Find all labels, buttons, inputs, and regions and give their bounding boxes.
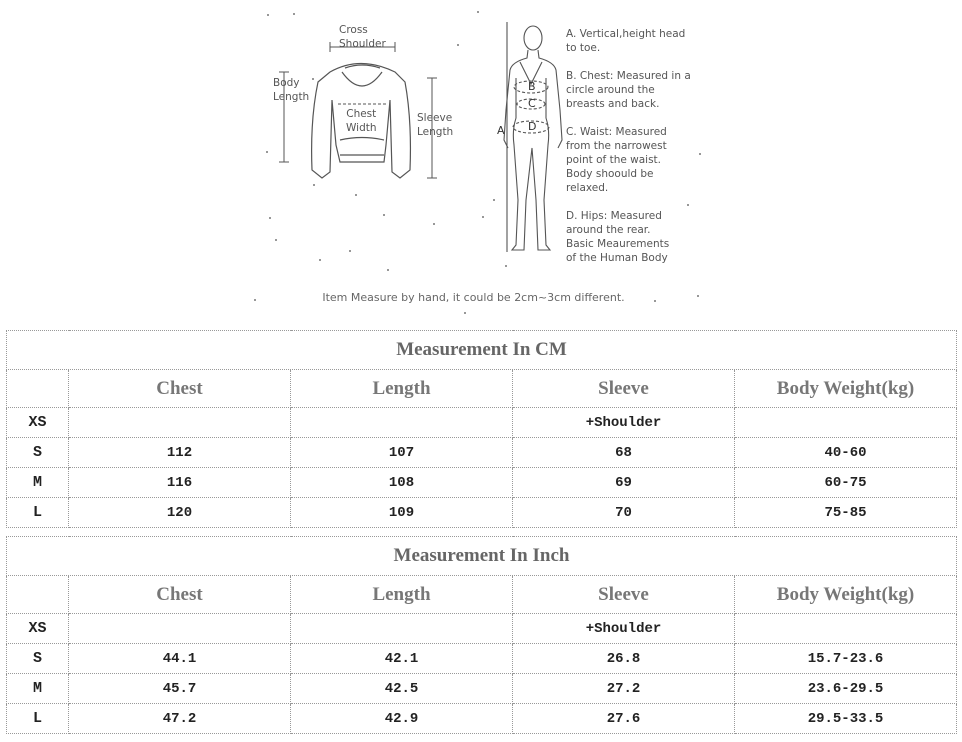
- header-chest: Chest: [69, 576, 291, 614]
- sleeve-cell: +Shoulder: [513, 614, 735, 644]
- table-row: [7, 644, 957, 674]
- sleeve-cell: 27.2: [513, 674, 735, 704]
- length-cell: 42.5: [291, 674, 513, 704]
- chest-cell: 120: [69, 498, 291, 528]
- measurement-diagram: [0, 0, 962, 325]
- weight-cell: 60-75: [735, 468, 957, 498]
- length-cell: 42.9: [291, 704, 513, 734]
- chest-cell: [69, 408, 291, 438]
- letter-c: C: [528, 97, 536, 110]
- length-cell: 109: [291, 498, 513, 528]
- sleeve-length-label: Sleeve Length: [417, 112, 454, 138]
- header-body-weight: Body Weight(kg): [735, 576, 957, 614]
- header-size: [7, 576, 69, 614]
- letter-d: D: [528, 120, 537, 133]
- cm-table-title: Measurement In CM: [7, 331, 957, 370]
- length-cell: [291, 614, 513, 644]
- note-c: C. Waist: Measured from the narrowest point of the waist. Body shoould be relaxed.: [566, 126, 667, 194]
- cm-header-row: [7, 370, 957, 408]
- measurement-notes: [566, 27, 716, 279]
- length-cell: 107: [291, 438, 513, 468]
- sleeve-cell: 70: [513, 498, 735, 528]
- cross-shoulder-label: Cross Shoulder: [339, 24, 386, 50]
- length-cell: 42.1: [291, 644, 513, 674]
- length-cell: 108: [291, 468, 513, 498]
- table-row: [7, 408, 957, 438]
- header-length: Length: [291, 576, 513, 614]
- size-cell: M: [7, 674, 69, 704]
- chest-cell: 112: [69, 438, 291, 468]
- weight-cell: [735, 408, 957, 438]
- table-row: [7, 674, 957, 704]
- letter-b: B: [528, 80, 536, 93]
- inch-header-row: [7, 576, 957, 614]
- header-size: [7, 370, 69, 408]
- diagram-drawing: [0, 0, 962, 325]
- sleeve-cell: +Shoulder: [513, 408, 735, 438]
- chest-cell: [69, 614, 291, 644]
- inch-table-title: Measurement In Inch: [7, 537, 957, 576]
- size-cell: S: [7, 438, 69, 468]
- weight-cell: 23.6-29.5: [735, 674, 957, 704]
- letter-a: A: [497, 124, 505, 137]
- sleeve-cell: 26.8: [513, 644, 735, 674]
- header-sleeve: Sleeve: [513, 370, 735, 408]
- sleeve-cell: 27.6: [513, 704, 735, 734]
- size-cell: S: [7, 644, 69, 674]
- chest-cell: 44.1: [69, 644, 291, 674]
- length-cell: [291, 408, 513, 438]
- table-row: [7, 614, 957, 644]
- note-b: B. Chest: Measured in a circle around the breasts and back.: [566, 70, 691, 110]
- size-cell: XS: [7, 408, 69, 438]
- chest-cell: 45.7: [69, 674, 291, 704]
- weight-cell: 15.7-23.6: [735, 644, 957, 674]
- sleeve-cell: 69: [513, 468, 735, 498]
- chest-cell: 116: [69, 468, 291, 498]
- header-body-weight: Body Weight(kg): [735, 370, 957, 408]
- cm-size-table: [6, 330, 957, 528]
- weight-cell: [735, 614, 957, 644]
- body-figure-sketch: [504, 22, 562, 252]
- weight-cell: 75-85: [735, 498, 957, 528]
- chest-cell: 47.2: [69, 704, 291, 734]
- header-sleeve: Sleeve: [513, 576, 735, 614]
- body-length-label: Body Length: [273, 77, 310, 103]
- note-a: A. Vertical,height head to toe.: [566, 28, 686, 54]
- size-cell: L: [7, 498, 69, 528]
- table-row: [7, 468, 957, 498]
- table-row: [7, 498, 957, 528]
- table-row: [7, 438, 957, 468]
- note-d: D. Hips: Measured around the rear. Basic Meaurements of the Human Body: [566, 210, 670, 264]
- weight-cell: 40-60: [735, 438, 957, 468]
- sleeve-cell: 68: [513, 438, 735, 468]
- size-cell: M: [7, 468, 69, 498]
- size-cell: L: [7, 704, 69, 734]
- weight-cell: 29.5-33.5: [735, 704, 957, 734]
- measure-by-hand-note: Item Measure by hand, it could be 2cm~3cm different.: [322, 291, 625, 304]
- size-cell: XS: [7, 614, 69, 644]
- header-chest: Chest: [69, 370, 291, 408]
- table-row: [7, 704, 957, 734]
- inch-size-table: [6, 536, 957, 734]
- chest-width-label: Chest Width: [346, 108, 377, 134]
- header-length: Length: [291, 370, 513, 408]
